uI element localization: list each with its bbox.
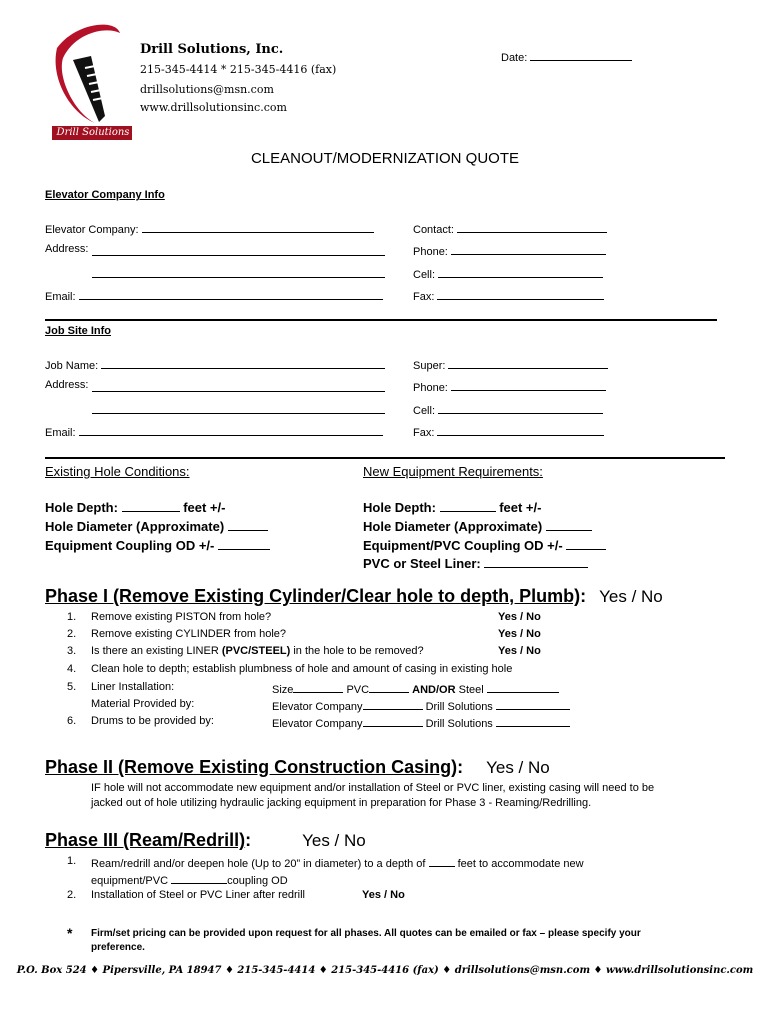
item-3-text-b: (PVC/STEEL) (221, 645, 291, 657)
item-3-text-c: in the hole to be removed? (290, 645, 424, 657)
job-phone-label: Phone: (413, 382, 448, 394)
note-star: * (67, 925, 73, 941)
phase1-item-1 (67, 611, 76, 623)
drums-ds-label: Drill Solutions (425, 718, 493, 730)
phase3-heading-row (45, 830, 366, 851)
item-number: 1. (67, 611, 77, 623)
new-equipment-heading: New Equipment Requirements: (363, 464, 543, 479)
existing-depth-field[interactable] (45, 500, 225, 515)
existing-diameter-blank[interactable] (228, 519, 268, 531)
new-depth-field[interactable] (363, 500, 541, 515)
elevator-company-field[interactable] (45, 221, 374, 236)
liner-steel-blank[interactable] (487, 681, 559, 693)
phase3-item-2-yesno[interactable]: Yes / No (362, 889, 405, 901)
drums-ec-blank[interactable] (363, 715, 423, 727)
liner-size-blank[interactable] (293, 681, 343, 693)
company-name: Drill Solutions, Inc. (140, 42, 284, 57)
phase2-yesno[interactable]: Yes / No (486, 758, 550, 777)
existing-depth-label: Hole Depth: (45, 500, 118, 515)
job-fax-blank[interactable] (437, 424, 604, 436)
phase2-heading: Phase II (Remove Existing Construction Casing) (45, 757, 458, 777)
elevator-phone-blank[interactable] (451, 243, 606, 255)
new-coupling-label: Equipment/PVC Coupling OD +/- (363, 538, 563, 553)
new-liner-blank[interactable] (484, 556, 588, 568)
job-phone-field[interactable] (413, 379, 606, 394)
job-super-label: Super: (413, 360, 446, 372)
company-logo (45, 18, 140, 143)
new-diameter-label: Hole Diameter (Approximate) (363, 519, 543, 534)
new-coupling-blank[interactable] (566, 538, 606, 550)
phase3-item-1-a: Ream/redrill and/or deepen hole (Up to 20” in diameter) to a depth of (91, 858, 426, 870)
date-field[interactable] (501, 49, 632, 64)
material-ec-blank[interactable] (363, 698, 423, 710)
phase1-item-2-text: Remove existing CYLINDER from hole? (91, 628, 287, 640)
liner-andor: AND/OR (412, 684, 456, 696)
job-address-line-1[interactable] (92, 380, 385, 392)
elevator-cell-field[interactable] (413, 266, 603, 281)
job-super-blank[interactable] (448, 357, 608, 369)
phase1-item-3-yesno[interactable]: Yes / No (498, 645, 541, 657)
new-diameter-blank[interactable] (546, 519, 592, 531)
job-cell-blank[interactable] (438, 402, 603, 414)
new-depth-unit: feet +/- (499, 500, 542, 515)
company-phones: 215-345-4414 * 215-345-4416 (fax) (140, 63, 337, 76)
company-web: www.drillsolutionsinc.com (140, 101, 287, 114)
phase1-item-6-text: Drums to be provided by: (91, 715, 214, 727)
phase3-item-1-num: 1. (67, 855, 77, 867)
date-blank[interactable] (530, 49, 632, 61)
note-line-2: preference. (91, 942, 145, 953)
job-fax-field[interactable] (413, 424, 604, 439)
existing-diameter-label: Hole Diameter (Approximate) (45, 519, 225, 534)
drums-ec-label: Elevator Company (272, 718, 363, 730)
phase1-item-6: 6. (67, 715, 77, 727)
liner-pvc-label: PVC (346, 684, 370, 696)
elevator-phone-field[interactable] (413, 243, 606, 258)
job-address-field[interactable] (45, 379, 88, 391)
page-title: CLEANOUT/MODERNIZATION QUOTE (250, 150, 520, 167)
job-address-label: Address: (45, 379, 89, 391)
elevator-address-field[interactable] (45, 243, 88, 255)
new-depth-label: Hole Depth: (363, 500, 436, 515)
phase3-item-1-b: feet to accommodate new (457, 858, 584, 870)
phase1-item-2-yesno[interactable]: Yes / No (498, 628, 541, 640)
note-line-1: Firm/set pricing can be provided upon request for all phases. All quotes can be emailed or fax – please specify your (91, 928, 641, 939)
date-label: Date: (501, 52, 528, 64)
elevator-email-label: Email: (45, 291, 76, 303)
phase3-item-1-c: equipment/PVC (91, 875, 169, 887)
phase3-coupling-blank[interactable] (171, 872, 227, 884)
phase1-item-5: 5. (67, 681, 77, 693)
phase3-item-1-line-2[interactable] (91, 872, 288, 887)
phase2-colon: : (457, 757, 464, 777)
phase3-item-1-d: coupling OD (227, 875, 288, 887)
existing-coupling-field[interactable] (45, 538, 270, 553)
logo-text: Drill Solutions (56, 127, 130, 138)
existing-coupling-label: Equipment Coupling OD +/- (45, 538, 215, 553)
phase3-item-2-num: 2. (67, 889, 77, 901)
material-provided-options[interactable] (272, 698, 570, 713)
phase1-item-1-text: Remove existing PISTON from hole? (91, 611, 272, 623)
phase1-item-5-text: Liner Installation: (91, 681, 175, 693)
elevator-fax-blank[interactable] (437, 288, 604, 300)
job-cell-label: Cell: (413, 405, 436, 417)
job-name-field[interactable] (45, 357, 385, 372)
elevator-company-blank[interactable] (142, 221, 374, 233)
elevator-contact-blank[interactable] (457, 221, 607, 233)
divider-2 (45, 457, 725, 459)
job-fax-label: Fax: (413, 427, 435, 439)
drums-ds-blank[interactable] (496, 715, 570, 727)
phase3-yesno[interactable]: Yes / No (302, 831, 366, 850)
jobsite-heading: Job Site Info (45, 325, 111, 337)
existing-coupling-blank[interactable] (218, 538, 270, 550)
elevator-contact-label: Contact: (413, 224, 454, 236)
phase1-item-1-yesno[interactable]: Yes / No (498, 611, 541, 623)
phase1-yesno[interactable]: Yes / No (599, 587, 663, 606)
phase1-heading: Phase I (Remove Existing Cylinder/Clear hole to depth, Plumb) (45, 586, 581, 606)
elevator-phone-label: Phone: (413, 246, 448, 258)
phase3-depth-blank[interactable] (429, 855, 455, 867)
elevator-email-blank[interactable] (79, 288, 383, 300)
job-name-blank[interactable] (101, 357, 385, 369)
phase3-heading: Phase III (Ream/Redrill) (45, 830, 246, 850)
liner-steel-label: Steel (458, 684, 484, 696)
footer-address: P.O. Box 524 ♦ Pipersville, PA 18947 ♦ 215-345-4414 ♦ 215-345-4416 (fax) ♦ drillsolutions@msn.com ♦ www.drillsolutionsinc.com (16, 965, 754, 976)
phase2-line-1: IF hole will not accommodate new equipment and/or installation of Steel or PVC liner, existing casing will need to be (91, 782, 655, 794)
phase1-item-3: 3. (67, 645, 77, 657)
elevator-cell-blank[interactable] (438, 266, 603, 278)
phase3-item-2-text: Installation of Steel or PVC Liner after redrill (91, 889, 305, 901)
phase3-colon: : (245, 830, 252, 850)
phase1-item-4-text: Clean hole to depth; establish plumbness of hole and amount of casing in existing hole (91, 663, 513, 675)
job-address-line-2[interactable] (92, 402, 385, 414)
job-email-field[interactable] (45, 424, 383, 439)
new-depth-blank[interactable] (440, 500, 496, 512)
phase1-item-2: 2. (67, 628, 77, 640)
phase1-colon: : (580, 586, 587, 606)
new-liner-field[interactable] (363, 556, 588, 571)
item-3-text-a: Is there an existing LINER (91, 645, 222, 657)
drill-logo-icon (45, 18, 140, 143)
phase2-heading-row (45, 757, 550, 778)
phase2-line-2: jacked out of hole utilizing hydraulic jacking equipment in preparation for Phase 3 - Reaming/Redrilling. (91, 797, 592, 809)
elevator-email-field[interactable] (45, 288, 383, 303)
company-email: drillsolutions@msn.com (140, 83, 274, 96)
existing-depth-unit: feet +/- (183, 500, 226, 515)
new-diameter-field[interactable] (363, 519, 592, 534)
new-coupling-field[interactable] (363, 538, 606, 553)
liner-size-label: Size (272, 684, 294, 696)
elevator-heading: Elevator Company Info (45, 189, 165, 201)
job-email-blank[interactable] (79, 424, 383, 436)
liner-options[interactable] (272, 681, 559, 696)
phase3-item-1-line-1[interactable] (91, 855, 584, 870)
job-phone-blank[interactable] (451, 379, 606, 391)
existing-heading: Existing Hole Conditions: (45, 464, 190, 479)
drums-options[interactable] (272, 715, 570, 730)
liner-pvc-blank[interactable] (369, 681, 409, 693)
divider-1 (45, 319, 717, 321)
elevator-fax-label: Fax: (413, 291, 435, 303)
job-cell-field[interactable] (413, 402, 603, 417)
elevator-company-label: Elevator Company: (45, 224, 139, 236)
phase1-item-4: 4. (67, 663, 77, 675)
phase1-item-3-text (91, 645, 424, 657)
elevator-contact-field[interactable] (413, 221, 607, 236)
phase1-heading-row (45, 586, 663, 607)
job-name-label: Job Name: (45, 360, 99, 372)
elevator-address-label: Address: (45, 243, 89, 255)
job-email-label: Email: (45, 427, 76, 439)
material-ec-label: Elevator Company (272, 701, 363, 713)
elevator-fax-field[interactable] (413, 288, 604, 303)
elevator-cell-label: Cell: (413, 269, 436, 281)
material-provided-text: Material Provided by: (91, 698, 195, 710)
elevator-address-line-1[interactable] (92, 244, 385, 256)
existing-depth-blank[interactable] (122, 500, 180, 512)
material-ds-blank[interactable] (496, 698, 570, 710)
new-liner-label: PVC or Steel Liner: (363, 556, 481, 571)
job-super-field[interactable] (413, 357, 608, 372)
elevator-address-line-2[interactable] (92, 266, 385, 278)
existing-diameter-field[interactable] (45, 519, 268, 534)
material-ds-label: Drill Solutions (425, 701, 493, 713)
